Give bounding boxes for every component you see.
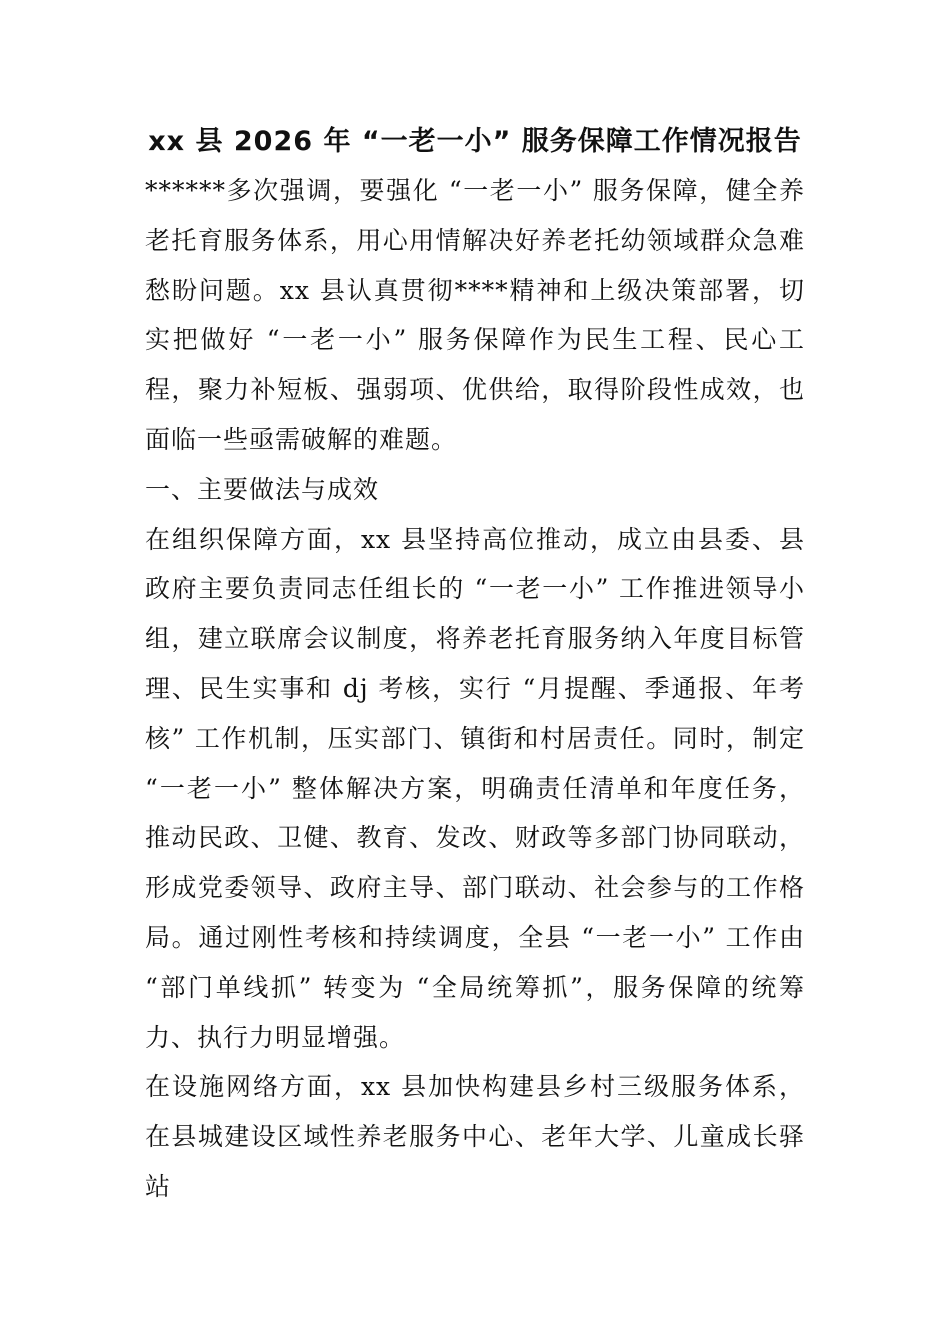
section-heading: 一、主要做法与成效 (145, 474, 380, 504)
intro-paragraph: ******多次强调，要强化 “一老一小” 服务保障，健全养老托育服务体系，用心用情解决好养老托幼领域群众急难愁盼问题。xx 县认真贯彻****精神和上级决策部署，切实把做好 “一老一小” 服务保障作为民生工程、民心工程，聚力补短板、强弱项、优供给，取得阶段性成效，也面临一些亟需破解的难题。 (145, 176, 805, 454)
facility-paragraph: 在设施网络方面，xx 县加快构建县乡村三级服务体系，在县城建设区域性养老服务中心、老年大学、儿童成长驿站 (145, 1072, 805, 1201)
organization-paragraph: 在组织保障方面，xx 县坚持高位推动，成立由县委、县政府主要负责同志任组长的 “一老一小” 工作推进领导小组，建立联席会议制度，将养老托育服务纳入年度目标管理、民生实事和 dj 考核，实行 “月提醒、季通报、年考核” 工作机制，压实部门、镇街和村居责任。同时，制定 “一老一小” 整体解决方案，明确责任清单和年度任务，推动民政、卫健、教育、发改、财政等多部门协同联动，形成党委领导、政府主导、部门联动、社会参与的工作格局。通过刚性考核和持续调度，全县 “一老一小” 工作由 “部门单线抓” 转变为 “全局统筹抓”，服务保障的统筹力、执行力明显增强。 (145, 524, 805, 1052)
document-page (145, 118, 805, 1212)
document-title: xx 县 2026 年 “一老一小” 服务保障工作情况报告 (148, 126, 802, 157)
